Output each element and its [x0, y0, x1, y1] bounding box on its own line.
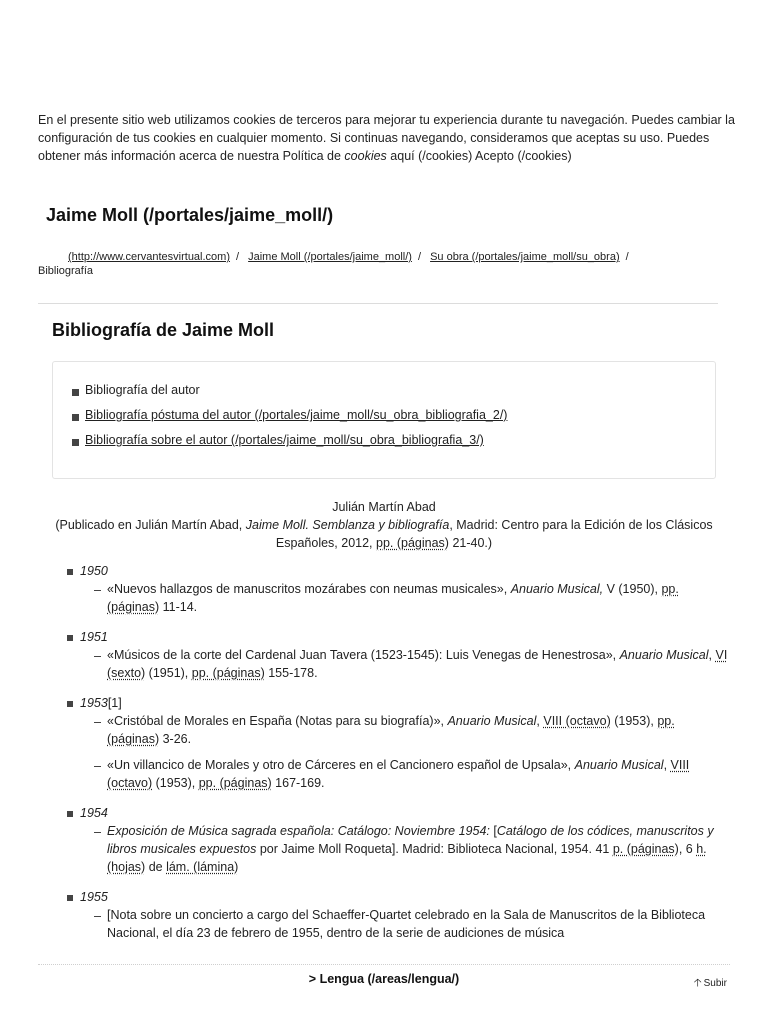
entry-text: de: [145, 860, 167, 874]
abbr-lam: lám. (lámina): [166, 860, 239, 874]
divider: [38, 303, 718, 304]
year-label: 1953: [80, 696, 108, 710]
subir-label: Subir: [703, 978, 727, 989]
subnav-item-autor: [85, 378, 507, 403]
entry-journal: Anuario Musical: [447, 714, 537, 728]
entry-text: «Músicos de la corte del Cardenal Juan Tavera (1523-1545): Luis Venegas de Henestrosa»,: [107, 648, 620, 662]
entry-text: (1953),: [152, 776, 199, 790]
entry-text: «Nuevos hallazgos de manuscritos mozárabes con neumas musicales»,: [107, 582, 511, 596]
year-label: 1955: [80, 890, 108, 904]
year-item-1955: [38, 888, 730, 942]
entry-text: «Cristóbal de Morales en España (Notas para su biografía)»,: [107, 714, 448, 728]
subnav-item-link[interactable]: Bibliografía sobre el autor (/portales/jaime_moll/su_obra_bibliografia_3/): [85, 433, 484, 447]
list-item: [107, 756, 730, 792]
entry-text: , 6: [678, 842, 697, 856]
entry-text: 11-14.: [159, 600, 198, 614]
pub-text: , Madrid: Centro para la Edición de los Clásicos Españoles, 2012,: [275, 518, 713, 550]
subnav-item-link[interactable]: Bibliografía póstuma del autor (/portales/jaime_moll/su_obra_bibliografia_2/): [85, 408, 508, 422]
abbr-pp: pp. (páginas): [376, 536, 449, 550]
list-item: [107, 646, 730, 682]
year-label: 1951: [80, 630, 108, 644]
abbr-p: p. (páginas): [612, 842, 679, 856]
abbr-volume: VIII (octavo): [107, 758, 690, 790]
year-label: 1950: [80, 564, 108, 578]
breadcrumb-su-obra-link[interactable]: Su obra (/portales/jaime_moll/su_obra): [430, 251, 620, 263]
breadcrumb: [38, 250, 738, 278]
bibliography-subnav: [52, 361, 716, 479]
pub-text: (Publicado en Julián Martín Abad,: [55, 518, 246, 532]
entry-text: 167-169.: [271, 776, 325, 790]
entry-text: ,: [663, 758, 671, 772]
cookie-text-1: En el presente sitio web utilizamos cookies de terceros para mejorar tu experiencia durante tu navegación. Puedes cambiar la configuración de tus cookies en cualquier momento. Si continuas navegando, consideramos que aceptas su uso. Puedes obtener más información acerca de nuestra Política de: [38, 113, 735, 163]
breadcrumb-current: Bibliografía: [38, 265, 94, 277]
arrow-up-icon: 🡡: [693, 977, 702, 989]
entry-text: ,: [708, 648, 716, 662]
abbr-pp: pp. (páginas): [107, 582, 679, 614]
cookie-word: cookies: [344, 149, 387, 163]
intro-citation: [38, 498, 730, 552]
page-title: Bibliografía de Jaime Moll: [52, 320, 275, 340]
abbr-pp: pp. (páginas): [198, 776, 272, 790]
entry-text: [: [489, 824, 497, 838]
year-item-1953: [38, 694, 730, 792]
subnav-item-sobre[interactable]: [85, 428, 507, 453]
pub-title: Jaime Moll. Semblanza y bibliografía: [245, 518, 450, 532]
subir-button[interactable]: [694, 974, 727, 993]
intro-publication: [38, 516, 730, 552]
footer-bar: [38, 964, 730, 1005]
subnav-item-postuma[interactable]: [85, 403, 507, 428]
breadcrumb-jaime-moll-link[interactable]: Jaime Moll (/portales/jaime_moll/): [248, 251, 412, 263]
intro-author: Julián Martín Abad: [332, 500, 436, 514]
abbr-volume: VI (sexto): [107, 648, 728, 680]
year-label: 1954: [80, 806, 108, 820]
subnav-item-label: Bibliografía del autor: [85, 383, 200, 397]
list-item: [107, 580, 730, 616]
entry-journal: Anuario Musical: [619, 648, 709, 662]
entry-text: «Un villancico de Morales y otro de Cárceres en el Cancionero español de Upsala»,: [107, 758, 575, 772]
entry-journal: Anuario Musical,: [510, 582, 604, 596]
entry-title: Exposición de Música sagrada española: Catálogo: Noviembre 1954:: [107, 824, 490, 838]
entry-text: 155-178.: [264, 666, 318, 680]
footer-area-link[interactable]: > Lengua (/areas/lengua/): [308, 972, 460, 986]
entry-subtitle: Catálogo de los códices, manuscritos y libros musicales expuestos: [107, 824, 714, 856]
year-item-1951: [38, 628, 730, 682]
pub-text: 21-40.): [448, 536, 493, 550]
entry-text: (1953),: [610, 714, 658, 728]
entry-text: 3-26.: [159, 732, 192, 746]
site-title[interactable]: Jaime Moll (/portales/jaime_moll/): [46, 205, 334, 225]
bibliography-list: [38, 562, 730, 954]
abbr-h: h. (hojas): [107, 842, 707, 874]
abbr-pp: pp. (páginas): [107, 714, 675, 746]
list-item: [107, 822, 730, 876]
year-item-1950: [38, 562, 730, 616]
breadcrumb-separator: /: [625, 251, 629, 263]
breadcrumb-home-link[interactable]: (http://www.cervantesvirtual.com): [68, 251, 230, 263]
list-item: [107, 712, 730, 748]
cookie-notice: [38, 111, 738, 165]
footnote-ref[interactable]: [1]: [107, 696, 122, 710]
entry-text: (1951),: [145, 666, 192, 680]
breadcrumb-separator: /: [417, 251, 422, 263]
entry-text: ,: [536, 714, 544, 728]
abbr-pp: pp. (páginas): [191, 666, 265, 680]
year-item-1954: [38, 804, 730, 876]
abbr-volume: VIII (octavo): [543, 714, 611, 728]
entry-text: por Jaime Moll Roqueta]. Madrid: Biblioteca Nacional, 1954. 41: [256, 842, 613, 856]
entry-text: [Nota sobre un concierto a cargo del Schaeffer-Quartet celebrado en la Sala de Manuscritos de la Biblioteca Nacional, el día 23 de febrero de 1955, dentro de la serie de audiciones de música: [107, 908, 706, 940]
list-item: [107, 906, 730, 942]
entry-journal: Anuario Musical: [574, 758, 664, 772]
entry-text: V (1950),: [603, 582, 662, 596]
breadcrumb-separator: /: [236, 251, 240, 263]
cookie-accept-link[interactable]: aquí (/cookies) Acepto (/cookies): [386, 149, 572, 163]
